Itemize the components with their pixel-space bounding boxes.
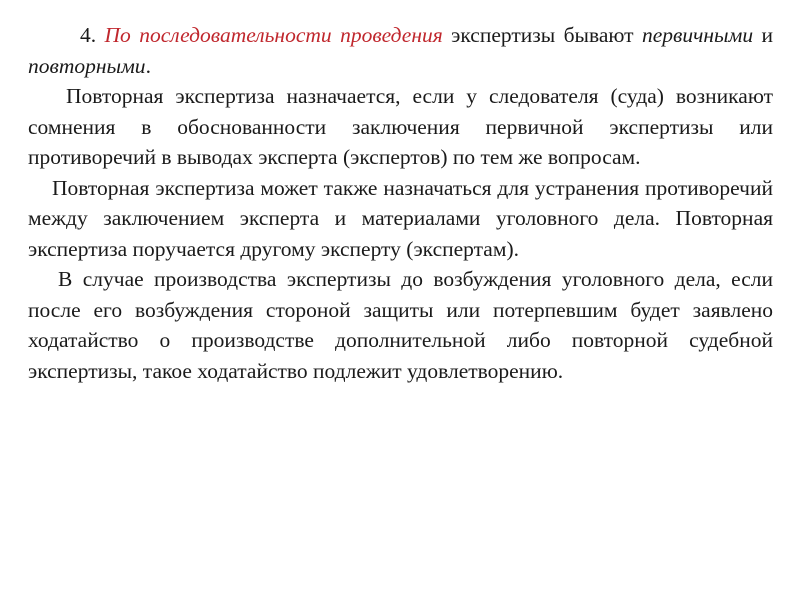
conjunction: и <box>761 23 773 47</box>
classification-text: экспертизы бывают <box>451 23 634 47</box>
paragraph-repeat-assignment: Повторная экспертиза назначается, если у следователя (суда) возникают сомнения в обоснованности заключения первичной экспертизы или противоречий в выводах эксперта (экспертов) по тем же вопросам. <box>28 84 773 169</box>
slide-text-block <box>28 20 773 386</box>
paragraph-pre-case-expertise: В случае производства экспертизы до возбуждения уголовного дела, если после его возбуждения стороной защиты или потерпевшим будет заявлено ходатайство о производстве дополнительной либо повторной судебной экспертизы, такое ходатайство подлежит удовлетворению. <box>28 267 773 383</box>
sentence-end: . <box>145 53 151 78</box>
paragraph-classification <box>28 20 773 81</box>
item-number: 4. <box>80 23 97 47</box>
classification-heading: По последовательности проведения <box>104 23 443 47</box>
term-primary: первичными <box>641 23 754 47</box>
term-repeat: повторными <box>28 53 146 78</box>
paragraph-contradiction-removal: Повторная экспертиза может также назначаться для устранения противоречий между заключением эксперта и материалами уголовного дела. Повторная экспертиза поручается другому эксперту (экспертам). <box>28 175 773 261</box>
